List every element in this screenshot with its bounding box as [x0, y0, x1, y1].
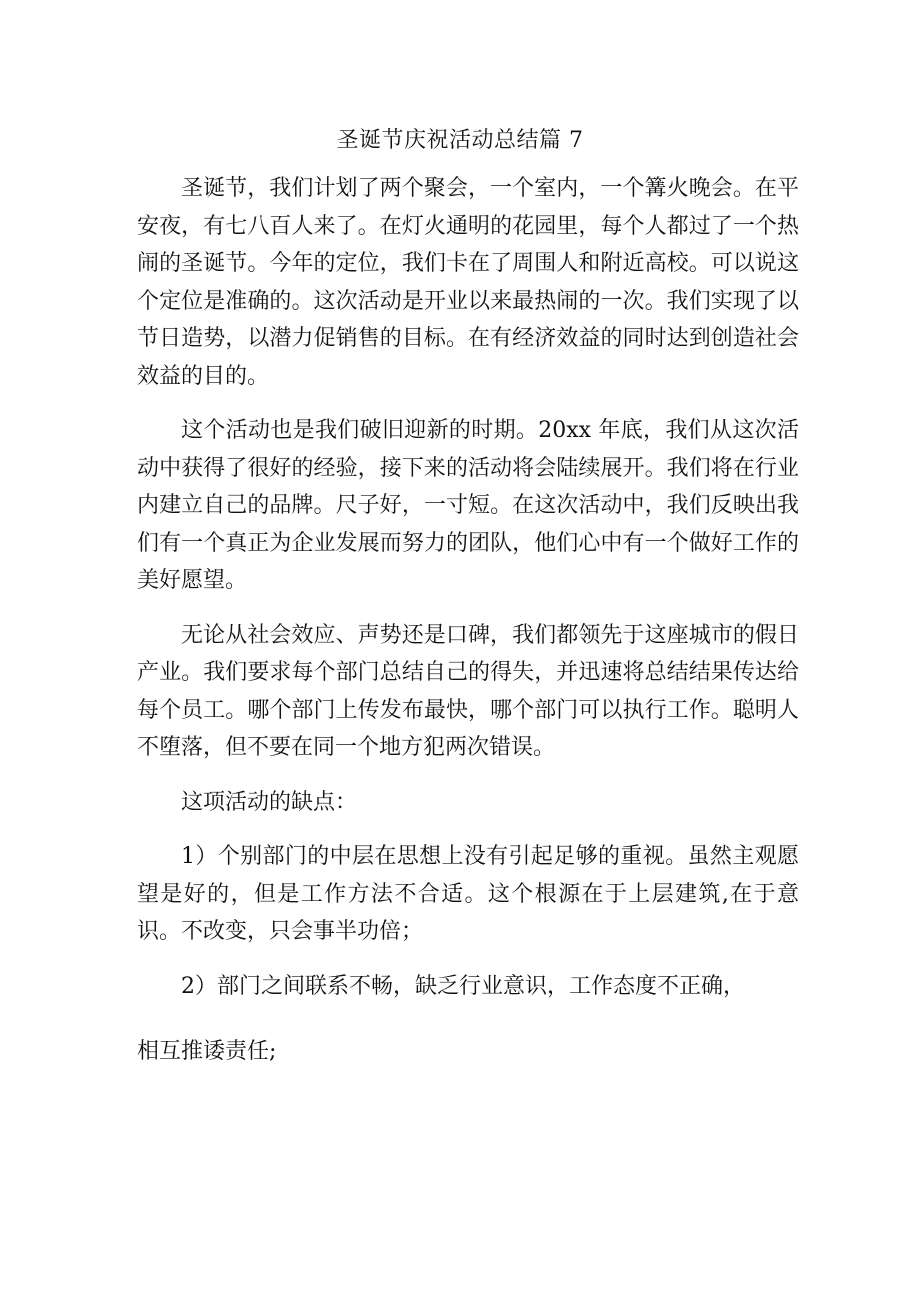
document-body — [137, 170, 799, 1071]
document-title: 圣诞节庆祝活动总结篇 7 — [336, 128, 584, 153]
shortcoming-item-2: 2）部门之间联系不畅，缺乏行业意识，工作态度不正确， — [181, 973, 745, 999]
shortcomings-heading: 这项活动的缺点： — [181, 789, 358, 815]
paragraph-2: 这个活动也是我们破旧迎新的时期。20xx 年底，我们从这次活动中获得了很好的经验，接下来的活动将会陆续展开。我们将在行业内建立自己的品牌。尺子好，一寸短。在这次活动中，我们反映出我们有一个真正为企业发展而努力的团队，他们心中有一个做好工作的美好愿望。 — [137, 418, 799, 593]
shortcoming-item-2-continuation: 相互推诿责任; — [137, 1039, 277, 1064]
shortcoming-item-1: 1）个别部门的中层在思想上没有引起足够的重视。虽然主观愿望是好的，但是工作方法不合适。这个根源在于上层建筑,在于意识。不改变，只会事半功倍； — [137, 844, 799, 944]
paragraph-1: 圣诞节，我们计划了两个聚会，一个室内，一个篝火晚会。在平安夜，有七八百人来了。在灯火通明的花园里，每个人都过了一个热闹的圣诞节。今年的定位，我们卡在了周围人和附近高校。可以说这个定位是准确的。这次活动是开业以来最热闹的一次。我们实现了以节日造势，以潜力促销售的目标。在有经济效益的同时达到创造社会效益的目的。 — [137, 176, 799, 389]
paragraph-3: 无论从社会效应、声势还是口碑，我们都领先于这座城市的假日产业。我们要求每个部门总结自己的得失，并迅速将总结结果传达给每个员工。哪个部门上传发布最快，哪个部门可以执行工作。聪明人不堕落，但不要在同一个地方犯两次错误。 — [137, 622, 799, 760]
